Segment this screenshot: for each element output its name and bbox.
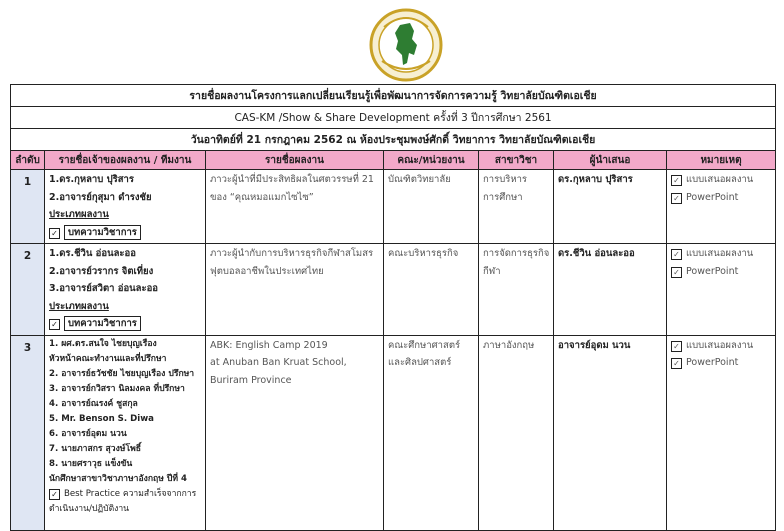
row-number: 1 [11,170,45,244]
checkbox-checked-icon [49,319,60,330]
work-title-line: at Anuban Ban Kruat School, [210,357,347,368]
remark-powerpoint: PowerPoint [686,265,739,277]
checkbox-checked-icon [49,489,60,500]
owner-name: 1.ดร.กุหลาบ ปุริสาร [49,174,134,185]
presenter-cell: ดร.ชีวิน อ่อนละออ [554,244,667,336]
table-subtitle: CAS-KM /Show & Share Development ครั้งที่ 3 ปีการศึกษา 2561 [11,107,776,129]
table-row [11,244,776,336]
owners-cell [45,170,206,244]
remark-powerpoint: PowerPoint [686,191,739,203]
presenter-cell: ดร.กุหลาบ ปุริสาร [554,170,667,244]
work-title-line: ฟุตบอลอาชีพในประเทศไทย [210,265,324,277]
owner-name: 3. อาจารย์กวิสรา นิลมงคล ที่ปรึกษา [49,383,185,394]
owner-name: 2.อาจารย์กุสุมา ดำรงชัย [49,191,152,203]
col-header-owners: รายชื่อเจ้าของผลงาน / ทีมงาน [45,151,206,170]
owner-name: 8. นายศราวุธ แข็งขัน [49,458,133,469]
owner-name: 3.อาจารย์สวิตา อ่อนละออ [49,283,159,294]
owner-name: 1. ผศ.ดร.สนใจ ไชยบุญเรือง [49,338,157,349]
presenter-cell: อาจารย์อุดม นวน [554,335,667,530]
col-header-faculty: คณะ/หน่วยงาน [384,151,479,170]
practice-line: Best Practice ความสำเร็จจากการ [64,488,197,499]
owner-name: 5. Mr. Benson S. Diwa [49,413,154,424]
col-header-presenter: ผู้นำเสนอ [554,151,667,170]
column-header-row [11,151,776,170]
checkbox-checked-icon [671,341,682,352]
event-date-line: วันอาทิตย์ที่ 21 กรกฎาคม 2562 ณ ห้องประชุมพงษ์ศักดิ์ วิทยาการ วิทยาลัยบัณฑิตเอเชีย [11,129,776,151]
checkbox-checked-icon [671,358,682,369]
major-line: การจัดการธุรกิจ [483,248,550,259]
faculty-line: บัณฑิตวิทยาลัย [388,174,451,185]
works-table [10,84,776,531]
faculty-cell [384,335,479,530]
col-header-remarks: หมายเหตุ [667,151,776,170]
major-line: ภาษาอังกฤษ [483,339,535,351]
major-cell [479,335,554,530]
work-title-line: ภาวะผู้นำกับการบริหารธุรกิจกีฬาสโมสร [210,248,374,259]
owner-name: 6. อาจารย์อุดม นวน [49,428,127,439]
owner-name: 7. นายภาสกร สุวงษ์โพธิ์ [49,443,141,454]
work-type-label: ประเภทผลงาน [49,209,109,220]
remark-proposal: แบบเสนอผลงาน [686,248,754,259]
major-cell [479,244,554,336]
major-line: กีฬา [483,265,501,277]
checkbox-checked-icon [671,193,682,204]
table-row [11,335,776,530]
work-title-cell [206,244,384,336]
owner-name: 2. อาจารย์ธวัชชัย ไชยบุญเรือง ปรึกษา [49,368,195,379]
major-cell [479,170,554,244]
faculty-cell [384,170,479,244]
remark-powerpoint: PowerPoint [686,357,739,368]
row-number: 3 [11,335,45,530]
work-title-line: ของ “คุณหมอแมกไซไซ” [210,191,314,203]
owner-name: 2.อาจารย์วรากร จิตเที่ยง [49,265,154,277]
work-type-value: บทความวิชาการ [64,316,141,331]
owners-cell [45,335,206,530]
work-type-value: บทความวิชาการ [64,225,141,240]
major-line: การบริหาร [483,174,528,185]
owners-cell [45,244,206,336]
col-header-work: รายชื่อผลงาน [206,151,384,170]
remark-proposal: แบบเสนอผลงาน [686,339,754,351]
owner-name: 1.ดร.ชีวิน อ่อนละออ [49,248,136,259]
work-title-line: ABK: English Camp 2019 [210,339,328,351]
college-seal-icon [362,5,450,85]
table-title: รายชื่อผลงานโครงการแลกเปลี่ยนเรียนรู้เพื่อพัฒนาการจัดการความรู้ วิทยาลัยบัณฑิตเอเชีย [11,85,776,107]
checkbox-checked-icon [49,228,60,239]
work-title-line: Buriram Province [210,374,292,386]
owner-role: หัวหน้าคณะทำงานและที่ปรึกษา [49,353,167,364]
work-title-cell [206,335,384,530]
practice-line: ดำเนินงาน/ปฏิบัติงาน [49,503,130,514]
remarks-cell [667,244,776,336]
owner-name: 4. อาจารย์ณรงค์ ชูสกุล [49,398,138,409]
work-title-cell [206,170,384,244]
faculty-line: และศิลปศาสตร์ [388,357,452,368]
owner-role: นักศึกษาสาขาวิชาภาษาอังกฤษ ปีที่ 4 [49,473,187,484]
checkbox-checked-icon [671,175,682,186]
checkbox-checked-icon [671,267,682,278]
faculty-line: คณะศึกษาศาสตร์ [388,339,461,351]
remark-proposal: แบบเสนอผลงาน [686,174,754,185]
remarks-cell [667,170,776,244]
work-title-line: ภาวะผู้นำที่มีประสิทธิผลในศตวรรษที่ 21 [210,174,374,185]
remarks-cell [667,335,776,530]
table-row [11,170,776,244]
checkbox-checked-icon [671,249,682,260]
work-type-label: ประเภทผลงาน [49,300,109,312]
faculty-cell [384,244,479,336]
major-line: การศึกษา [483,191,523,203]
col-header-no: ลำดับ [11,151,45,170]
faculty-line: คณะบริหารธุรกิจ [388,248,459,259]
row-number: 2 [11,244,45,336]
col-header-major: สาขาวิชา [479,151,554,170]
